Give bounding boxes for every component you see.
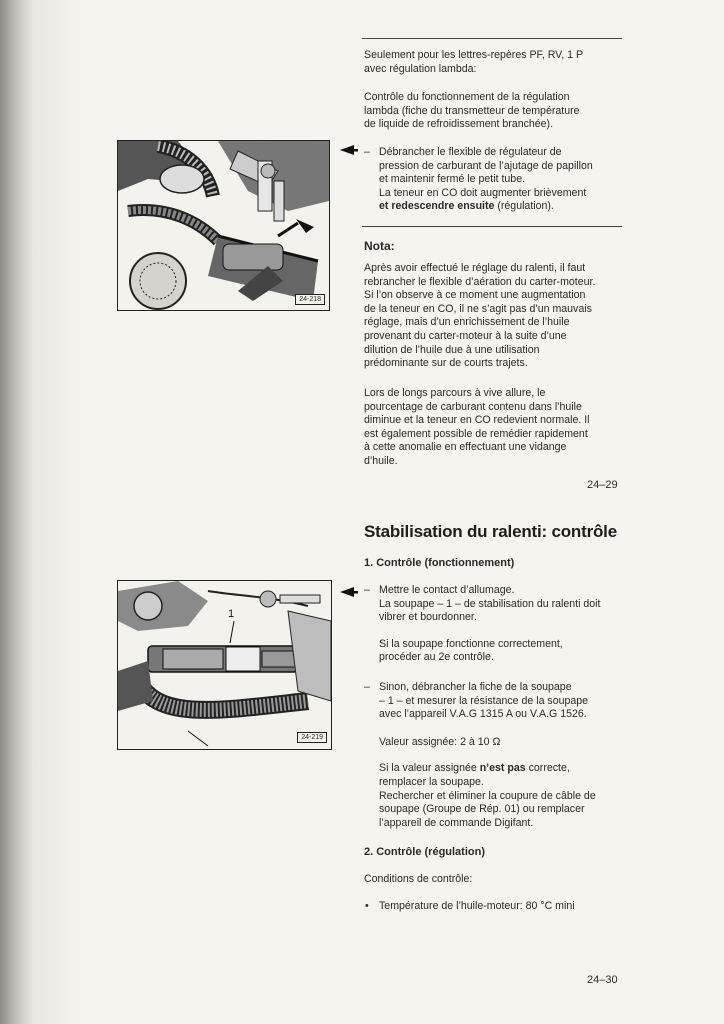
control-text	[364, 91, 634, 132]
step-line: soupape (Groupe de Rép. 01) ou remplacer	[379, 803, 585, 816]
step-line: La soupape – 1 – de stabilisation du ralenti doit	[379, 597, 601, 610]
engine-figure-24-218	[117, 140, 330, 311]
callout-number: 1	[228, 608, 235, 620]
step-ignition	[364, 584, 634, 665]
arrow-pointer-icon	[340, 144, 358, 156]
subheading-1: 1. Contrôle (fonctionnement)	[364, 557, 515, 569]
top-rule	[362, 38, 622, 39]
bullet-text: Température de l’huile-moteur: 80 °C mini	[379, 900, 575, 912]
step-line: avec l’appareil V.A.G 1315 A ou V.A.G 1526.	[379, 708, 587, 721]
section-heading: Stabilisation du ralenti: contrôle	[364, 522, 617, 541]
nota-line: à cette anomalie en effectuant une vidange	[364, 441, 567, 454]
step-line: remplacer la soupape.	[379, 775, 484, 788]
dash-marker: –	[364, 146, 370, 158]
condition-bullet	[364, 900, 634, 914]
step-line: Mettre le contact d’allumage.	[379, 584, 515, 596]
mid-rule	[362, 226, 622, 227]
bold-text: et redescendre ensuite	[379, 200, 495, 213]
nota-line: prédominante sur de courts trajets.	[364, 357, 528, 370]
subheading-2: 2. Contrôle (régulation)	[364, 846, 485, 858]
page-number: 24–30	[587, 974, 618, 986]
intro-text	[364, 49, 634, 76]
nota-paragraph-1	[364, 262, 634, 371]
bold-text: pas	[507, 762, 526, 775]
step-line: et maintenir fermé le petit tube.	[379, 173, 526, 186]
engine-drawing	[118, 141, 329, 310]
step-line: procéder au 2e contrôle.	[379, 651, 494, 664]
nota-paragraph-2	[364, 387, 634, 469]
valve-drawing	[118, 581, 331, 749]
step-line: Rechercher et éliminer la coupure de câble de	[379, 789, 596, 802]
figure-label: 24-219	[297, 732, 327, 743]
step-text: Si la valeur assignée	[379, 762, 480, 775]
control-line: Contrôle du fonctionnement de la régulation	[364, 91, 570, 103]
nota-line: rebrancher le flexible d’aération du carter-moteur.	[364, 275, 596, 288]
nota-line: Lors de longs parcours à vive allure, le	[364, 387, 546, 399]
nota-line: pourcentage de carburant contenu dans l’huile	[364, 400, 582, 413]
step-line: vibrer et bourdonner.	[379, 611, 477, 624]
step-text: correcte,	[525, 762, 570, 775]
nota-line: Après avoir effectué le réglage du ralenti, il faut	[364, 262, 586, 274]
step-line: – 1 – et mesurer la résistance de la soupape	[379, 694, 589, 707]
step-line: l’appareil de commande Digifant.	[379, 816, 534, 829]
intro-line: Seulement pour les lettres-repères PF, RV, 1 P	[364, 49, 584, 61]
step-unplug	[364, 681, 634, 830]
nominal-value: Valeur assignée: 2 à 10 Ω	[379, 735, 501, 748]
arrow-pointer-icon	[340, 586, 358, 598]
nota-line: de la teneur en CO, il ne s’agit pas d’un mauvais	[364, 302, 592, 315]
intro-line: avec régulation lambda:	[364, 62, 477, 75]
nota-title: Nota:	[364, 239, 395, 253]
step-line: pression de carburant de l’ajutage de papillon	[379, 159, 593, 172]
bold-text: n’est	[479, 762, 505, 775]
step-line: Si la soupape fonctionne correctement,	[379, 637, 563, 650]
valve-figure-24-219	[117, 580, 332, 750]
step-text: (régulation).	[494, 200, 554, 213]
step-line: Sinon, débrancher la fiche de la soupape	[379, 681, 572, 693]
nota-line: Si l’on observe à ce moment une augmentation	[364, 289, 586, 302]
nota-line: diminue et la teneur en CO redevient normale. Il	[364, 414, 590, 427]
nota-line: réglage, mais d’un enrichissement de l’huile	[364, 316, 570, 329]
nota-line: est également possible de remédier rapidement	[364, 427, 588, 440]
step-line: Débrancher le flexible de régulateur de	[379, 146, 562, 158]
step-line	[379, 200, 634, 214]
figure-label: 24-218	[295, 294, 325, 305]
step-disconnect	[364, 146, 634, 214]
dash-marker: –	[364, 681, 370, 693]
dash-marker: –	[364, 584, 370, 596]
conditions-label: Conditions de contrôle:	[364, 873, 473, 885]
control-line: de liquide de refroidissement branchée).	[364, 118, 554, 131]
book-spine	[0, 0, 34, 1024]
step-line	[379, 762, 634, 776]
bullet-marker: •	[365, 900, 369, 912]
nota-line: d’huile.	[364, 454, 398, 467]
page-number: 24–29	[587, 479, 618, 491]
control-line: lambda (fiche du transmetteur de température	[364, 104, 580, 117]
step-line: La teneur en CO doit augmenter brièvement	[379, 186, 587, 199]
nota-line: dilution de l’huile due à une utilisation	[364, 343, 540, 356]
nota-line: provenant du carter-moteur à la suite d’une	[364, 329, 567, 342]
